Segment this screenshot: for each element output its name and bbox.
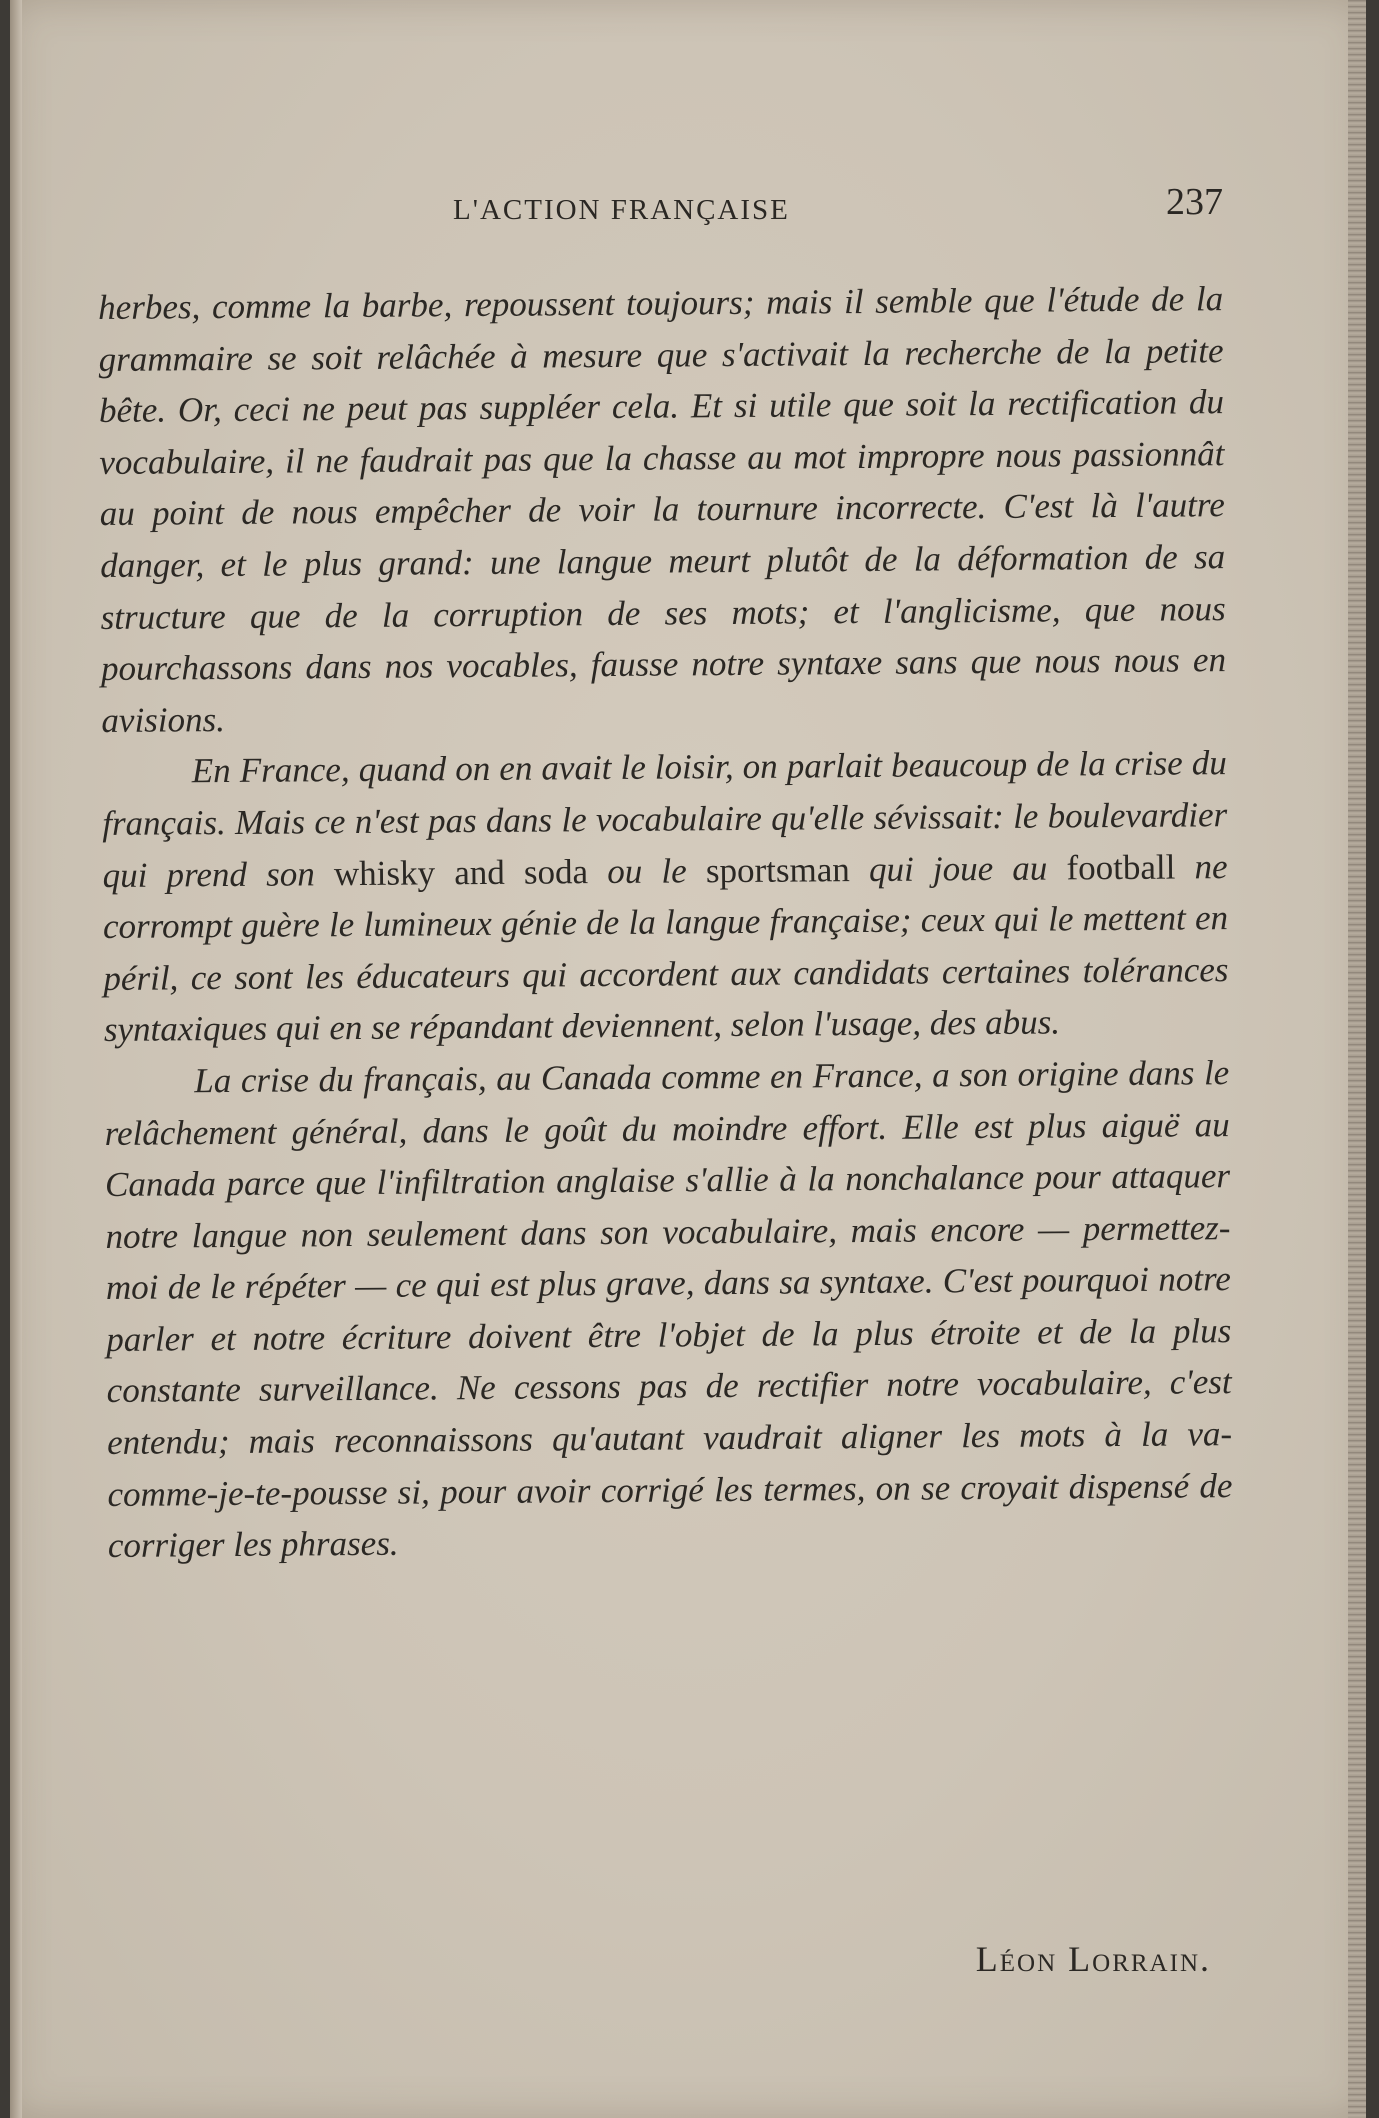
text-segment: En France, quand on en avait le loisir, on parlait beaucoup de la crise du français. Mais ce n'est pas dans le vocabulaire qu'elle sévissait: le boulevardier qui prend son [102,743,1228,895]
page-header [98,180,1223,240]
book-page [10,0,1366,2118]
text-segment: herbes, comme la barbe, repoussent toujours; mais il semble que l'étude de la grammaire se soit relâchée à mesure que s'activait la recherche de la petite bête. Or, ceci ne peut pas suppléer cela. Et si utile que soit la rectification du vocabulaire, il ne faudrait pas que la chasse au mot impropre nous passionnât au point de nous empêcher de voir la tournure incorrecte. C'est là l'autre danger, et le plus grand: une langue meurt plutôt de la déformation de sa structure que de la corruption de ses mots; et l'anglicisme, que nous pourchassons dans nos vocables, fausse notre syntaxe sans que nous nous en avisions. [98,279,1227,740]
text-segment: La crise du français, au Canada comme en France, a son origine dans le relâchement général, dans le goût du moindre effort. Elle est plus aiguë au Canada parce que l'infiltration anglaise s'allie à la nonchalance pour attaquer notre langue non seulement dans son vocabulaire, mais encore — permettez-moi de le répéter — ce qui est plus grave, dans sa syntaxe. C'est pourquoi notre parler et notre écriture doivent être l'objet de la plus étroite et de la plus constante surveillance. Ne cessons pas de rectifier notre vocabulaire, c'est entendu; mais reconnaissons qu'autant vaudrait aligner les mots à la va-comme-je-te-pousse si, pour avoir corrigé les termes, on se croyait dispensé de corriger les phrases. [104,1053,1233,1566]
roman-text-segment: sportsman [705,849,850,890]
running-title: L'ACTION FRANÇAISE [453,194,790,226]
text-segment: ou le [587,850,707,891]
paragraph [104,1047,1233,1572]
page-number: 237 [1166,181,1223,223]
page-edge [1348,0,1366,2118]
paragraph [98,273,1227,746]
roman-text-segment: football [1066,847,1176,887]
paragraph [102,737,1229,1055]
roman-text-segment: whisky and soda [333,851,589,893]
article-body [98,273,1233,1572]
text-segment: ne corrompt guère le lumineux génie de la langue française; ceux qui le mettent en péril, ce sont les éducateurs qui accordent aux candidats certaines tolérances syntaxiques qui en se répandant deviennent, selon l'usage, des abus. [102,846,1229,1050]
page-spine-shadow [10,0,22,2118]
author-signature: Léon Lorrain. [975,1939,1211,1979]
text-segment: qui joue au [849,847,1067,889]
